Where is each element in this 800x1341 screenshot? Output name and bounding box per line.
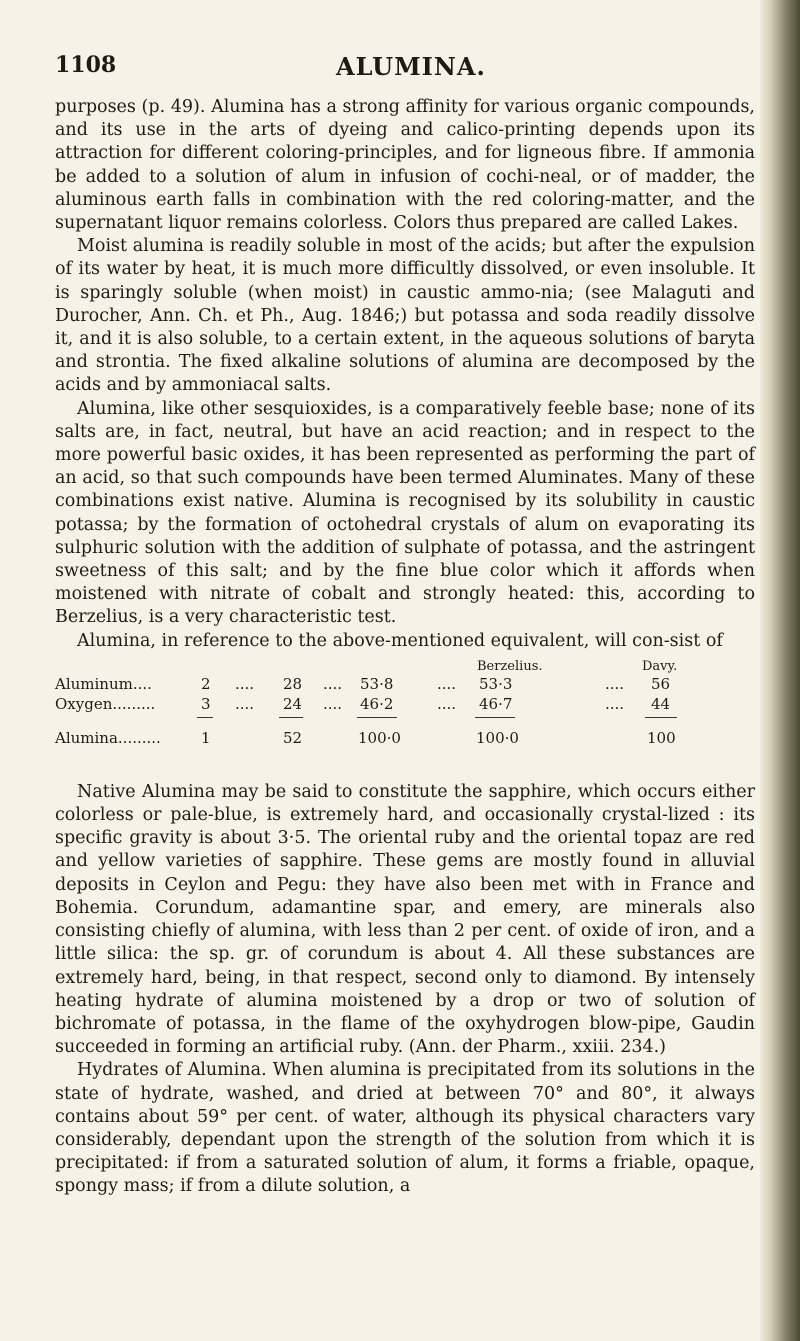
paragraph-hydrates: Hydrates of Alumina. When alumina is precipitated from its solutions in the state of hydrate, washed, and dried at between 70° and 80°, it always contains about 59° per cent. of water, although its physical characters vary considerably, dependant upon the strength of the solution from which it is precipitated: if from a saturated solution of alum, it forms a friable, opaque, spongy mass; if from a dilute solution, a <box>55 1060 755 1197</box>
table-row: Oxygen......... 3 .... 24 .... 46·2 .... 46·7 .... 44 <box>55 694 671 713</box>
header-berzelius: Berzelius. <box>477 658 543 674</box>
sum-rule <box>475 717 515 718</box>
sum-rule <box>645 717 677 718</box>
table-total-row: Alumina......... 1 52 100·0 100·0 100 <box>55 728 676 747</box>
paragraph-composition-intro: Alumina, in reference to the above-mentioned equivalent, will con-sist of <box>77 630 723 651</box>
sum-rule <box>197 717 213 718</box>
page-number: 1108 <box>55 52 117 78</box>
paragraph-solubility: Moist alumina is readily soluble in most of the acids; but after the expulsion of its water by heat, it is much more difficultly dissolved, or even insoluble. It is sparingly soluble (when moist) in caustic ammo-nia; (see Malaguti and Durocher, Ann. Ch. et Ph., Aug. 1846;) but potassa and soda readily dissolve it, and it is also soluble, to a certain extent, in the aqueous solutions of baryta and strontia. The fixed alkaline solutions of alumina are decomposed by the acids and by ammoniacal salts. <box>55 236 755 396</box>
paragraph-lakes: purposes (p. 49). Alumina has a strong affinity for various organic compounds, and its use in the arts of dyeing and calico-printing depends upon its attraction for different coloring-principles, and for ligneous fibre. If ammonia be added to a solution of alum in infusion of cochi-neal, or of madder, the aluminous earth falls in combination with the red coloring-matter, and the supernatant liquor remains colorless. Colors thus prepared are called Lakes. <box>55 97 755 234</box>
running-head: ALUMINA. <box>336 52 486 81</box>
sum-rule <box>279 717 303 718</box>
paragraph-aluminates: Alumina, like other sesquioxides, is a comparatively feeble base; none of its salts are, in fact, neutral, but have an acid reaction; and in respect to the more powerful basic oxides, it has been represented as performing the part of an acid, so that such compounds have been termed Aluminates. Many of these combinations exist native. Alumina is recognised by its solubility in caustic potassa; by the formation of octohedral crystals of alum on evaporating its sulphuric solution with the addition of sulphate of potassa, and the astringent sweetness of this salt; and by the fine blue color which it affords when moistened with nitrate of cobalt and strongly heated: this, according to Berzelius, is a very characteristic test. <box>55 398 755 628</box>
sum-rule <box>357 717 397 718</box>
paragraph-native-alumina: Native Alumina may be said to constitute the sapphire, which occurs either colorless or pale-blue, is extremely hard, and occasionally crystal-lized : its specific gravity is about 3·5. The oriental ruby and the oriental topaz are red and yellow varieties of sapphire. These gems are mostly found in alluvial deposits in Ceylon and Pegu: they have also been met with in France and Bohemia. Corundum, adamantine spar, and emery, are minerals also consisting chiefly of alumina, with less than 2 per cent. of oxide of iron, and a little silica: the sp. gr. of corundum is about 4. All these substances are extremely hard, being, in that respect, second only to diamond. By intensely heating hydrate of alumina moistened by a drop or two of solution of bichromate of potassa, in the flame of the oxyhydrogen blow-pipe, Gaudin succeeded in forming an artificial ruby. (Ann. der Pharm., xxiii. 234.) <box>55 781 755 1058</box>
book-spine-shadow <box>760 0 800 1341</box>
table-row: Aluminum.... 2 .... 28 .... 53·8 .... 53·3 .... 56 <box>55 674 671 693</box>
composition-table <box>55 655 755 775</box>
header-davy: Davy. <box>642 658 678 674</box>
body-text <box>55 96 755 1199</box>
